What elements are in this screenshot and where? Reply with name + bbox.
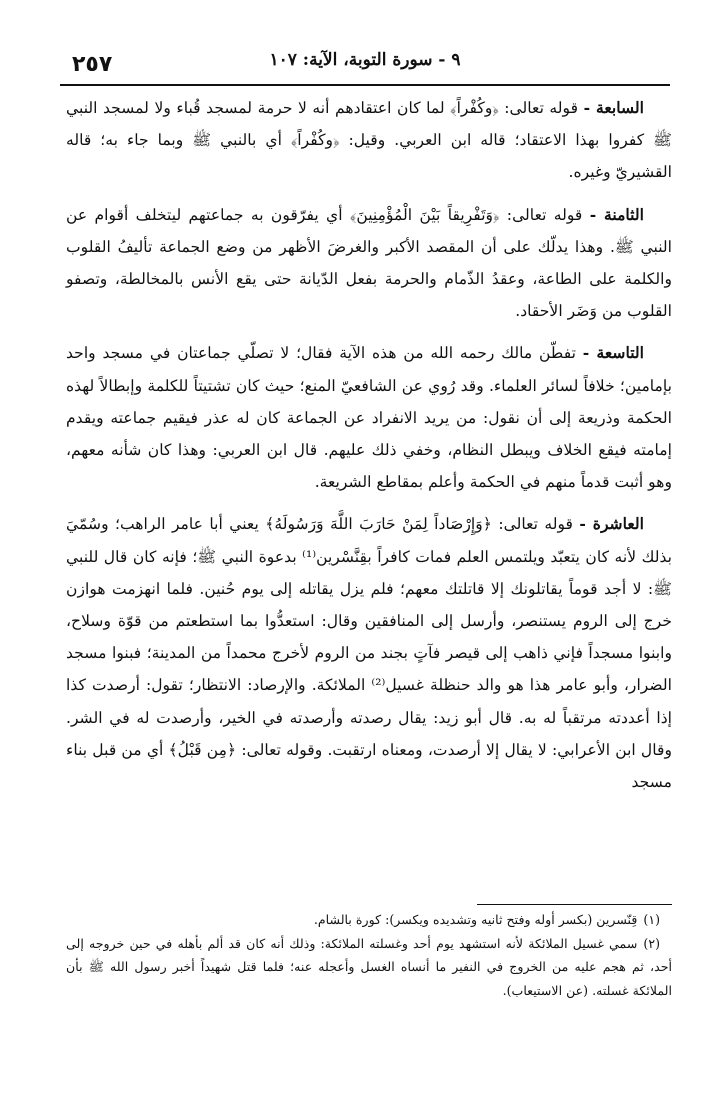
footnote-text: سمي غسيل الملائكة لأنه استشهد يوم أحد وغسلته الملائكة: وذلك أنه كان قد ألم بأهله في حين خروجه إلى أحد، ثم هجم عليه من الخروج في النفير ما أنساه الغسل وأعجله عنه؛ فلما قتل شهيداً أخبر رسول الله ﷺ بأن الملائكة غسلته. (عن الاستيعاب). (66, 935, 672, 998)
footnotes (66, 908, 672, 1002)
paragraph-lead: الثامنة - (589, 204, 644, 224)
footnote-2 (66, 932, 672, 1003)
paragraph-eighth (66, 199, 672, 328)
paragraph-text: قوله تعالى: ﴿وَإِرْصَاداً لِمَنْ حَارَبَ اللَّهَ وَرَسُولَهُ﴾ يعني أبا عامر الراهب؛ وسُمّيَ بذلك لأنه كان يتعبّد ويلتمس العلم فمات كافراً بقِنَّسْرين⁽¹⁾ بدعوة النبي ﷺ؛ فإنه كان قال للنبي ﷺ: لا أجد قوماً يقاتلونك إلا قاتلتك معهم؛ فلم يزل يقاتله إلى يوم حُنين. فلما انهزمت هوازن خرج إلى الروم يستنصر، وأرسل إلى المنافقين وقال: استعدُّوا بما استطعتم من قوّة وسلاح، وابنوا مسجداً فإني ذاهب إلى قيصر فآتٍ بجند من الروم لأخرج محمداً من المدينة؛ فبنوا مسجد الضرار، وأبو عامر هذا هو والد حنظلة غسيل⁽²⁾ الملائكة. والإرصاد: الانتظار؛ تقول: أرصدت كذا إذا أعددته مرتقباً له به. قال أبو زيد: يقال رصدته وأرصدته في الخير، وأرصدت له في الشر. وقال ابن الأعرابي: لا يقال إلا أرصدت، ومعناه ارتقبت. وقوله تعالى: ﴿مِن قَبْلُ﴾ أي من قبل بناء مسجد (66, 515, 672, 792)
running-title: ٩ - سورة التوبة، الآية: ١٠٧ (269, 50, 461, 70)
paragraph-text: قوله تعالى: ﴿وَتَفْرِيقاً بَيْنَ الْمُؤْمِنِينَ﴾ أي يفرّقون به جماعتهم ليتخلف أقوام عن النبي ﷺ. وهذا يدلّك على أن المقصد الأكبر والغرضَ الأظهر من وضع الجماعة تأليفُ القلوب والكلمة على الطاعة، وعقدُ الذّمام والحرمة بفعل الدّيانة حتى يقع الأنس بالمخالطة، وتصفو القلوب من وَضَر الأحقاد. (66, 205, 672, 321)
paragraph-seventh (66, 92, 672, 189)
paragraph-ninth (66, 337, 672, 498)
page-number: ٢٥٧ (72, 52, 113, 77)
paragraph-tenth (66, 508, 672, 798)
paragraph-lead: العاشرة - (579, 514, 644, 534)
footnote-mark: (١) (643, 912, 660, 927)
footnote-mark: (٢) (643, 935, 660, 951)
page-header (60, 44, 670, 84)
footnote-rule (477, 904, 672, 905)
main-text (66, 92, 672, 798)
footnote-1 (66, 908, 672, 932)
header-rule (60, 84, 670, 86)
paragraph-text: تفطّن مالك رحمه الله من هذه الآية فقال؛ لا تصلّي جماعتان في مسجد واحد بإمامين؛ خلافاً لسائر العلماء. وقد رُوي عن الشافعيّ المنع؛ حيث كان تشتيتاً للكلمة وإبطالاً لهذه الحكمة وذريعة إلى أن نقول: من يريد الانفراد عن الجماعة كان له عذر فيقيم جماعته ويقدم إمامته فيقع الخلاف ويبطل النظام، وخفي ذلك عليهم. قال ابن العربي: وهذا كان شأنه معهم، وهو أثبت قدماً منهم في الحكمة وأعلم بمقاطع الشريعة. (66, 344, 672, 492)
footnote-text: قِنّسرين (بكسر أوله وفتح ثانيه وتشديده ويكسر): كورة بالشام. (313, 912, 638, 927)
paragraph-text: قوله تعالى: ﴿وكُفْراً﴾ لما كان اعتقادهم أنه لا حرمة لمسجد قُباء ولا لمسجد النبي ﷺ كفروا بهذا الاعتقاد؛ قاله ابن العربي. وقيل: ﴿وكُفْراً﴾ أي بالنبي ﷺ وبما جاء به؛ قاله القشيريّ وغيره. (66, 99, 672, 182)
paragraph-lead: السابعة - (583, 98, 644, 117)
paragraph-lead: التاسعة - (582, 343, 644, 363)
